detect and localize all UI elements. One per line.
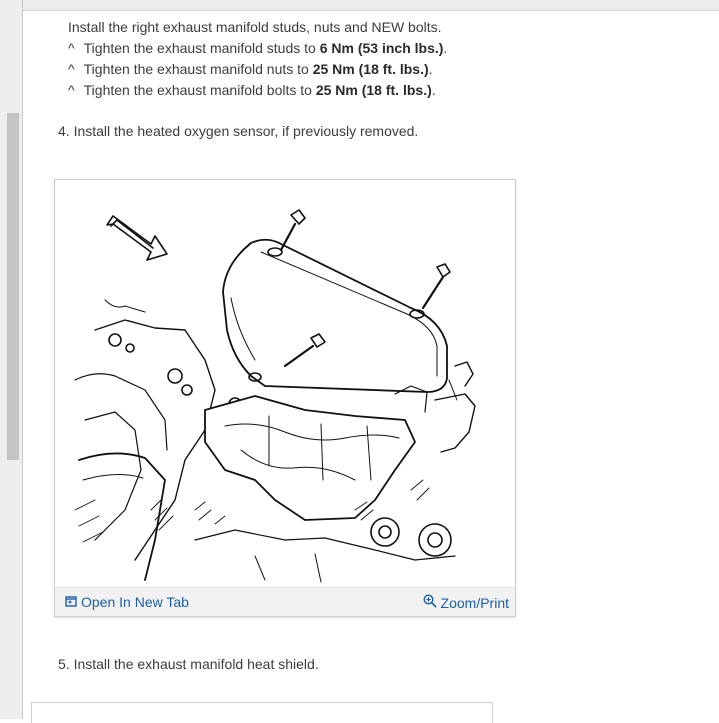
zoom-print-label: Zoom/Print [440, 594, 509, 611]
figure-footer-bar [55, 587, 515, 616]
bullet-text: Tighten the exhaust manifold studs to [83, 40, 320, 56]
procedure-content [23, 11, 719, 719]
caret-marker: ^ [68, 40, 75, 56]
caret-marker: ^ [68, 61, 75, 77]
torque-value: 25 Nm (18 ft. lbs.) [312, 61, 429, 77]
caret-marker: ^ [68, 82, 75, 98]
torque-value: 6 Nm (53 inch lbs.) [319, 40, 444, 56]
open-in-new-tab-link[interactable] [65, 594, 189, 610]
left-scroll-gutter [0, 0, 23, 719]
bullet-end: . [428, 61, 433, 77]
scrollbar-thumb[interactable] [7, 113, 19, 460]
step3-bullet-nuts [68, 60, 433, 78]
top-toolbar-strip [23, 0, 719, 11]
open-in-new-tab-label: Open In New Tab [81, 594, 189, 610]
open-in-new-tab-icon [65, 594, 77, 610]
bullet-text: Tighten the exhaust manifold bolts to [83, 82, 316, 98]
zoom-in-icon [423, 594, 437, 611]
next-figure-container [31, 702, 493, 723]
zoom-print-link[interactable] [423, 594, 509, 611]
torque-value: 25 Nm (18 ft. lbs.) [315, 82, 432, 98]
bullet-end: . [431, 82, 436, 98]
figure-container [54, 179, 516, 617]
bullet-end: . [443, 40, 448, 56]
bullet-text: Tighten the exhaust manifold nuts to [83, 61, 313, 77]
exhaust-manifold-illustration [55, 180, 515, 588]
step3-bullet-studs [68, 39, 447, 57]
step5-text: 5. Install the exhaust manifold heat shield. [58, 656, 319, 672]
step3-bullet-bolts [68, 81, 436, 99]
step3-intro: Install the right exhaust manifold studs, nuts and NEW bolts. [68, 19, 442, 35]
step4-text: 4. Install the heated oxygen sensor, if previously removed. [58, 123, 419, 139]
